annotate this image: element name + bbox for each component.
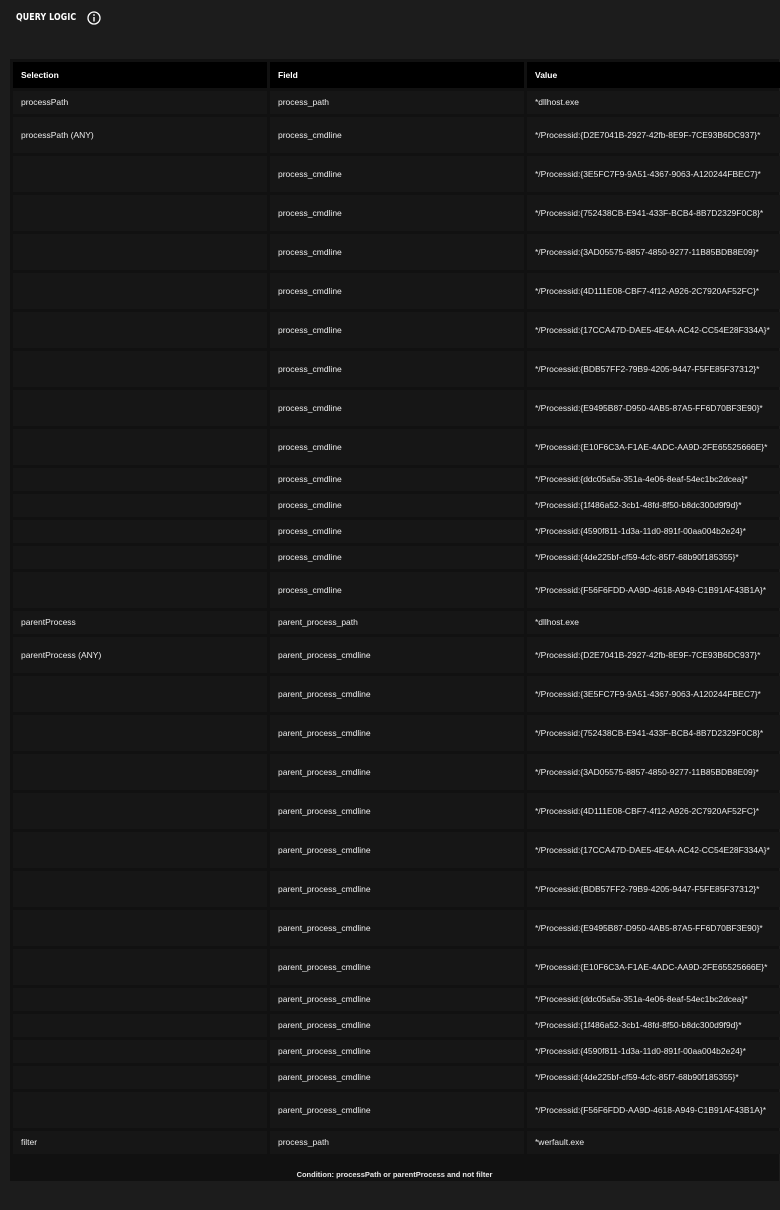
table-row <box>13 1014 780 1037</box>
selection-cell <box>13 871 267 907</box>
field-cell: process_path <box>270 1131 524 1154</box>
value-cell: *dllhost.exe <box>527 611 780 634</box>
selection-cell: parentProcess <box>13 611 267 634</box>
table-row <box>13 1092 780 1128</box>
table-row <box>13 234 780 270</box>
value-cell: */Processid:{E10F6C3A-F1AE-4ADC-AA9D-2FE65525666E}* <box>527 949 780 985</box>
value-cell: */Processid:{4D111E08-CBF7-4f12-A926-2C7920AF52FC}* <box>527 273 780 309</box>
table-row <box>13 1066 780 1089</box>
field-cell: process_cmdline <box>270 494 524 517</box>
value-cell: */Processid:{752438CB-E941-433F-BCB4-8B7D2329F0C8}* <box>527 195 780 231</box>
value-cell: */Processid:{4590f811-1d3a-11d0-891f-00aa004b2e24}* <box>527 1040 780 1063</box>
table-row <box>13 637 780 673</box>
table-row <box>13 910 780 946</box>
selection-cell <box>13 949 267 985</box>
value-cell: */Processid:{4590f811-1d3a-11d0-891f-00aa004b2e24}* <box>527 520 780 543</box>
table-row <box>13 988 780 1011</box>
value-cell: */Processid:{1f486a52-3cb1-48fd-8f50-b8dc300d9f9d}* <box>527 1014 780 1037</box>
value-cell: */Processid:{4de225bf-cf59-4cfc-85f7-68b90f185355}* <box>527 1066 780 1089</box>
selection-cell <box>13 494 267 517</box>
field-cell: parent_process_cmdline <box>270 1014 524 1037</box>
table-row <box>13 1040 780 1063</box>
table-row <box>13 390 780 426</box>
table-row <box>13 1131 780 1154</box>
field-cell: parent_process_cmdline <box>270 1040 524 1063</box>
table-row <box>13 117 780 153</box>
column-header-field: Field <box>270 62 524 88</box>
selection-cell <box>13 715 267 751</box>
selection-cell: processPath (ANY) <box>13 117 267 153</box>
selection-cell <box>13 429 267 465</box>
value-cell: */Processid:{4D111E08-CBF7-4f12-A926-2C7920AF52FC}* <box>527 793 780 829</box>
page-title: QUERY LOGIC <box>16 12 77 23</box>
table-row <box>13 312 780 348</box>
query-logic-header <box>0 0 780 35</box>
table-row <box>13 273 780 309</box>
table-row <box>13 832 780 868</box>
value-cell: */Processid:{ddc05a5a-351a-4e06-8eaf-54ec1bc2dcea}* <box>527 988 780 1011</box>
field-cell: parent_process_cmdline <box>270 988 524 1011</box>
field-cell: process_cmdline <box>270 351 524 387</box>
value-cell: */Processid:{F56F6FDD-AA9D-4618-A949-C1B91AF43B1A}* <box>527 572 780 608</box>
field-cell: process_cmdline <box>270 117 524 153</box>
table-header-row <box>13 62 780 88</box>
value-cell: */Processid:{4de225bf-cf59-4cfc-85f7-68b90f185355}* <box>527 546 780 569</box>
selection-cell <box>13 832 267 868</box>
query-logic-table <box>10 59 780 1157</box>
value-cell: */Processid:{E9495B87-D950-4AB5-87A5-FF6D70BF3E90}* <box>527 910 780 946</box>
value-cell: */Processid:{3AD05575-8857-4850-9277-11B85BDB8E09}* <box>527 234 780 270</box>
selection-cell <box>13 1066 267 1089</box>
table-row <box>13 494 780 517</box>
field-cell: process_path <box>270 91 524 114</box>
table-row <box>13 468 780 491</box>
table-row <box>13 195 780 231</box>
selection-cell <box>13 156 267 192</box>
field-cell: parent_process_cmdline <box>270 637 524 673</box>
selection-cell <box>13 1014 267 1037</box>
field-cell: parent_process_cmdline <box>270 793 524 829</box>
value-cell: */Processid:{D2E7041B-2927-42fb-8E9F-7CE93B6DC937}* <box>527 637 780 673</box>
table-row <box>13 754 780 790</box>
selection-cell <box>13 546 267 569</box>
value-cell: */Processid:{3E5FC7F9-9A51-4367-9063-A120244FBEC7}* <box>527 676 780 712</box>
value-cell: */Processid:{E9495B87-D950-4AB5-87A5-FF6D70BF3E90}* <box>527 390 780 426</box>
value-cell: */Processid:{BDB57FF2-79B9-4205-9447-F5FE85F37312}* <box>527 871 780 907</box>
table-row <box>13 793 780 829</box>
field-cell: parent_process_cmdline <box>270 1066 524 1089</box>
value-cell: */Processid:{F56F6FDD-AA9D-4618-A949-C1B91AF43B1A}* <box>527 1092 780 1128</box>
selection-cell: parentProcess (ANY) <box>13 637 267 673</box>
field-cell: parent_process_cmdline <box>270 832 524 868</box>
field-cell: parent_process_cmdline <box>270 754 524 790</box>
table-row <box>13 611 780 634</box>
selection-cell <box>13 390 267 426</box>
selection-cell <box>13 351 267 387</box>
selection-cell: processPath <box>13 91 267 114</box>
value-cell: */Processid:{17CCA47D-DAE5-4E4A-AC42-CC54E28F334A}* <box>527 312 780 348</box>
table-row <box>13 546 780 569</box>
value-cell: */Processid:{BDB57FF2-79B9-4205-9447-F5FE85F37312}* <box>527 351 780 387</box>
selection-cell <box>13 754 267 790</box>
selection-cell <box>13 312 267 348</box>
selection-cell <box>13 910 267 946</box>
selection-cell <box>13 520 267 543</box>
condition-text: Condition: processPath or parentProcess and not filter <box>296 1170 493 1179</box>
value-cell: */Processid:{752438CB-E941-433F-BCB4-8B7D2329F0C8}* <box>527 715 780 751</box>
info-icon[interactable] <box>87 11 101 25</box>
field-cell: process_cmdline <box>270 390 524 426</box>
value-cell: */Processid:{ddc05a5a-351a-4e06-8eaf-54ec1bc2dcea}* <box>527 468 780 491</box>
value-cell: */Processid:{3E5FC7F9-9A51-4367-9063-A120244FBEC7}* <box>527 156 780 192</box>
table-row <box>13 429 780 465</box>
selection-cell <box>13 572 267 608</box>
value-cell: *dllhost.exe <box>527 91 780 114</box>
field-cell: process_cmdline <box>270 546 524 569</box>
table-row <box>13 520 780 543</box>
query-logic-table-card <box>10 59 779 1181</box>
selection-cell <box>13 676 267 712</box>
field-cell: parent_process_cmdline <box>270 715 524 751</box>
selection-cell <box>13 1040 267 1063</box>
selection-cell: filter <box>13 1131 267 1154</box>
field-cell: parent_process_cmdline <box>270 949 524 985</box>
table-row <box>13 715 780 751</box>
table-row <box>13 871 780 907</box>
table-row <box>13 949 780 985</box>
field-cell: parent_process_cmdline <box>270 1092 524 1128</box>
selection-cell <box>13 195 267 231</box>
field-cell: process_cmdline <box>270 195 524 231</box>
column-header-value: Value <box>527 62 780 88</box>
field-cell: parent_process_cmdline <box>270 910 524 946</box>
table-row <box>13 156 780 192</box>
table-row <box>13 572 780 608</box>
field-cell: process_cmdline <box>270 273 524 309</box>
field-cell: parent_process_path <box>270 611 524 634</box>
value-cell: */Processid:{17CCA47D-DAE5-4E4A-AC42-CC54E28F334A}* <box>527 832 780 868</box>
selection-cell <box>13 234 267 270</box>
field-cell: parent_process_cmdline <box>270 676 524 712</box>
table-row <box>13 351 780 387</box>
table-row <box>13 676 780 712</box>
selection-cell <box>13 793 267 829</box>
field-cell: process_cmdline <box>270 468 524 491</box>
selection-cell <box>13 988 267 1011</box>
selection-cell <box>13 468 267 491</box>
field-cell: process_cmdline <box>270 572 524 608</box>
table-row <box>13 91 780 114</box>
value-cell: */Processid:{D2E7041B-2927-42fb-8E9F-7CE93B6DC937}* <box>527 117 780 153</box>
selection-cell <box>13 273 267 309</box>
value-cell: */Processid:{1f486a52-3cb1-48fd-8f50-b8dc300d9f9d}* <box>527 494 780 517</box>
field-cell: process_cmdline <box>270 312 524 348</box>
value-cell: *werfault.exe <box>527 1131 780 1154</box>
value-cell: */Processid:{3AD05575-8857-4850-9277-11B85BDB8E09}* <box>527 754 780 790</box>
field-cell: parent_process_cmdline <box>270 871 524 907</box>
field-cell: process_cmdline <box>270 156 524 192</box>
field-cell: process_cmdline <box>270 429 524 465</box>
selection-cell <box>13 1092 267 1128</box>
field-cell: process_cmdline <box>270 234 524 270</box>
column-header-selection: Selection <box>13 62 267 88</box>
value-cell: */Processid:{E10F6C3A-F1AE-4ADC-AA9D-2FE65525666E}* <box>527 429 780 465</box>
field-cell: process_cmdline <box>270 520 524 543</box>
